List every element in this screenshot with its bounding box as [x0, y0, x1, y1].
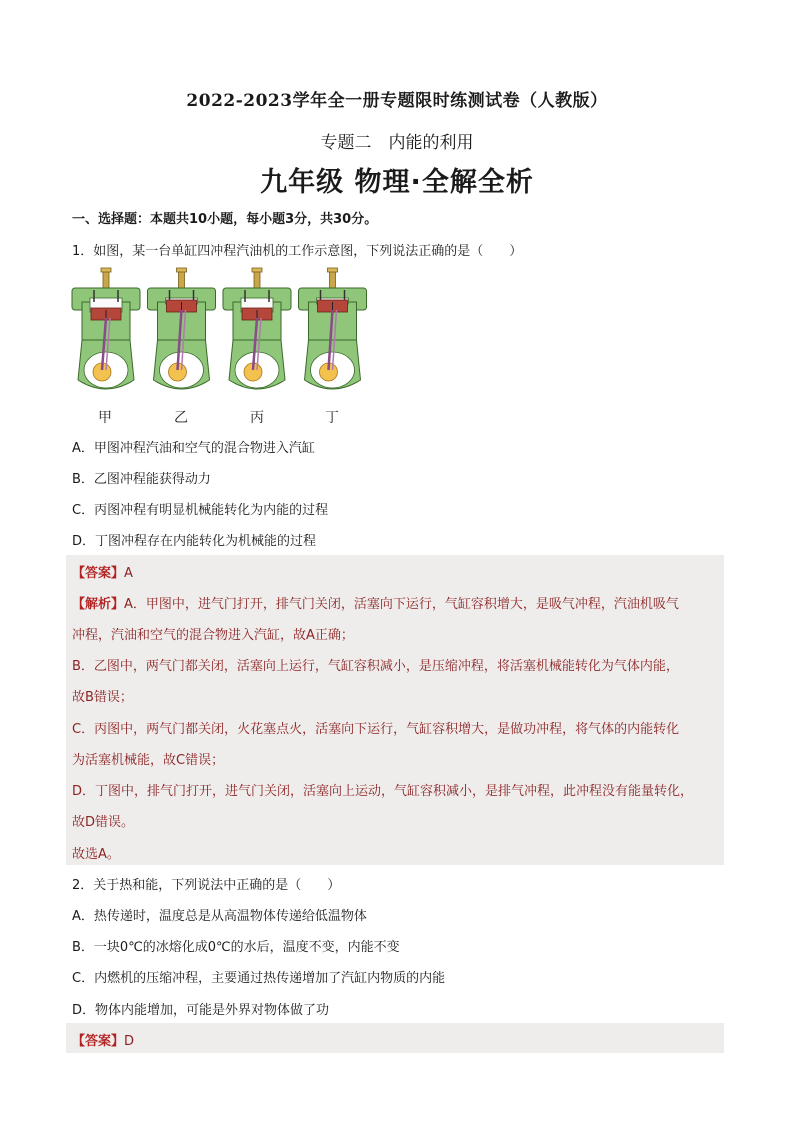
- q1-option-c: C．丙图冲程有明显机械能转化为内能的过程: [72, 503, 329, 518]
- engine-jia: [72, 268, 140, 389]
- engine-yi: [148, 268, 216, 389]
- q2-option-a: A．热传递时，温度总是从高温物体传递给低温物体: [72, 909, 367, 924]
- q1-option-a: A．甲图冲程汽油和空气的混合物进入汽缸: [72, 441, 315, 456]
- q1-analysis-line-6: 为活塞机械能，故C错误；: [72, 753, 225, 768]
- analysis-text: A．甲图中，进气门打开，排气门关闭，活塞向下运行，气缸容积增大，是吸气冲程，汽油机吸气: [124, 597, 679, 612]
- q1-analysis-line-4: 故B错误；: [72, 690, 133, 705]
- engine-ding: [299, 268, 367, 389]
- topic-title: 专题二 内能的利用: [320, 133, 474, 153]
- q1-option-d: D．丁图冲程存在内能转化为机械能的过程: [72, 534, 317, 549]
- q1-analysis-line-3: B．乙图中，两气门都关闭，活塞向上运行，气缸容积减小，是压缩冲程，将活塞机械能转化为气体内能，: [72, 659, 679, 674]
- q2-option-c: C．内燃机的压缩冲程，主要通过热传递增加了汽缸内物质的内能: [72, 971, 446, 986]
- subject-title: 九年级 物理·全解全析: [260, 167, 534, 198]
- question-2-stem: 2．关于热和能，下列说法中正确的是（ ）: [72, 878, 341, 893]
- q1-analysis-line-2: 冲程，汽油和空气的混合物进入汽缸，故A正确；: [72, 628, 354, 643]
- q1-analysis-line-5: C．丙图中，两气门都关闭，火花塞点火，活塞向下运行，气缸容积增大，是做功冲程，将气体的内能转化: [72, 722, 680, 737]
- figure-label-ding: 丁: [325, 410, 339, 426]
- engine-stroke-diagram: [70, 262, 370, 427]
- figure-label-bing: 丙: [250, 410, 264, 426]
- section-heading: 一、选择题：本题共10小题，每小题3分，共30分。: [72, 212, 378, 227]
- q1-answer: [72, 562, 133, 581]
- figure-label-jia: 甲: [98, 410, 112, 426]
- answer-tag: 【答案】: [72, 1034, 125, 1049]
- answer-value: D: [124, 1034, 135, 1049]
- paper-title: 2022-2023学年全一册专题限时练测试卷（人教版）: [186, 91, 608, 111]
- q2-answer: [72, 1030, 134, 1049]
- q2-solution-block: [66, 1023, 724, 1053]
- answer-value: A: [124, 566, 133, 581]
- q2-option-b: B．一块0℃的冰熔化成0℃的水后，温度不变，内能不变: [72, 940, 400, 955]
- analysis-tag: 【解析】: [72, 597, 125, 612]
- answer-tag: 【答案】: [72, 566, 125, 581]
- engine-bing: [223, 268, 291, 389]
- q2-option-d: D．物体内能增加，可能是外界对物体做了功: [72, 1003, 330, 1018]
- figure-label-yi: 乙: [174, 410, 188, 426]
- q1-conclusion: 故选A。: [72, 847, 120, 862]
- q1-analysis-line-1: [72, 593, 679, 612]
- q1-analysis-line-7: D．丁图中，排气门打开，进气门关闭，活塞向上运动，气缸容积减小，是排气冲程，此冲程没有能量转化，: [72, 784, 694, 799]
- q1-option-b: B．乙图冲程能获得动力: [72, 472, 211, 487]
- q1-analysis-line-8: 故D错误。: [72, 815, 135, 830]
- question-1-stem: 1．如图，某一台单缸四冲程汽油机的工作示意图，下列说法正确的是（ ）: [72, 244, 523, 259]
